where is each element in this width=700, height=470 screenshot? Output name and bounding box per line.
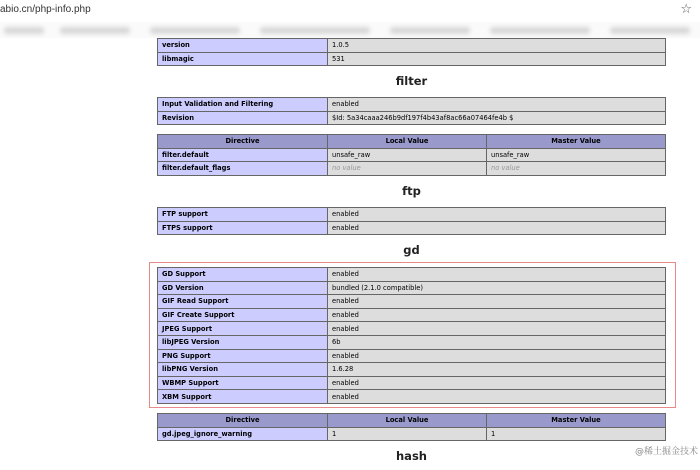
local-value-header: Local Value	[328, 414, 487, 428]
table-row	[158, 390, 666, 404]
gd-info-table	[157, 267, 666, 404]
filter-directives-table	[157, 134, 666, 176]
row-value: 1.0.5	[328, 39, 666, 53]
table-row	[158, 111, 666, 125]
row-value: 6b	[328, 335, 666, 349]
blurred-region	[4, 27, 44, 34]
table-row	[158, 427, 666, 441]
section-title-ftp: ftp	[402, 184, 421, 198]
row-name: WBMP Support	[158, 376, 328, 390]
row-value: bundled (2.1.0 compatible)	[328, 281, 666, 295]
blurred-region	[610, 27, 690, 34]
row-value: 531	[328, 52, 666, 66]
row-name: Revision	[158, 111, 328, 125]
table-row	[158, 335, 666, 349]
table-row	[158, 39, 666, 53]
row-value: enabled	[328, 221, 666, 235]
watermark: @稀土掘金技术	[634, 447, 698, 457]
row-name: PNG Support	[158, 349, 328, 363]
master-value: unsafe_raw	[487, 148, 666, 162]
local-value: no value	[328, 162, 487, 176]
row-value: enabled	[328, 349, 666, 363]
section-title-hash: hash	[396, 449, 427, 463]
master-value-header: Master Value	[487, 414, 666, 428]
row-value: enabled	[328, 268, 666, 282]
table-row	[158, 349, 666, 363]
row-name: libmagic	[158, 52, 328, 66]
table-row	[158, 162, 666, 176]
table-row	[158, 208, 666, 222]
row-name: GIF Create Support	[158, 308, 328, 322]
table-header-row	[158, 414, 666, 428]
row-name: GD Version	[158, 281, 328, 295]
local-value: unsafe_raw	[328, 148, 487, 162]
ftp-info-table	[157, 207, 666, 235]
master-value-header: Master Value	[487, 135, 666, 149]
directive-header: Directive	[158, 414, 328, 428]
row-name: FTPS support	[158, 221, 328, 235]
master-value: no value	[487, 162, 666, 176]
table-row	[158, 308, 666, 322]
table-row	[158, 322, 666, 336]
table-row	[158, 268, 666, 282]
row-value: enabled	[328, 295, 666, 309]
row-name: JPEG Support	[158, 322, 328, 336]
table-row	[158, 221, 666, 235]
blurred-region	[60, 27, 130, 34]
table-row	[158, 363, 666, 377]
section-title-gd: gd	[403, 243, 420, 257]
table-row	[158, 98, 666, 112]
row-name: libJPEG Version	[158, 335, 328, 349]
row-name: GD Support	[158, 268, 328, 282]
row-name: GIF Read Support	[158, 295, 328, 309]
row-value: enabled	[328, 208, 666, 222]
blurred-region	[150, 27, 240, 34]
blurred-bookmarks-bar	[0, 22, 700, 38]
row-value: enabled	[328, 98, 666, 112]
table-row	[158, 148, 666, 162]
directive-header: Directive	[158, 135, 328, 149]
local-value-header: Local Value	[328, 135, 487, 149]
row-value: enabled	[328, 376, 666, 390]
table-row	[158, 295, 666, 309]
row-name: XBM Support	[158, 390, 328, 404]
blurred-region	[260, 27, 370, 34]
directive-name: filter.default	[158, 148, 328, 162]
directive-name: gd.jpeg_ignore_warning	[158, 427, 328, 441]
row-name: Input Validation and Filtering	[158, 98, 328, 112]
row-name: FTP support	[158, 208, 328, 222]
section-title-filter: filter	[395, 74, 428, 88]
star-icon[interactable]: ☆	[680, 2, 692, 17]
table-row	[158, 376, 666, 390]
table-header-row	[158, 135, 666, 149]
local-value: 1	[328, 427, 487, 441]
table-row	[158, 281, 666, 295]
row-name: libPNG Version	[158, 363, 328, 377]
row-value: enabled	[328, 390, 666, 404]
address-bar[interactable]	[0, 0, 700, 23]
directive-name: filter.default_flags	[158, 162, 328, 176]
blurred-region	[490, 27, 590, 34]
blurred-region	[390, 27, 470, 34]
row-value: enabled	[328, 308, 666, 322]
row-value: enabled	[328, 322, 666, 336]
url-text[interactable]: abio.cn/php-info.php	[0, 4, 91, 15]
table-row	[158, 52, 666, 66]
master-value: 1	[487, 427, 666, 441]
filter-info-table	[157, 97, 666, 125]
gd-directives-table	[157, 413, 666, 441]
row-value: 1.6.28	[328, 363, 666, 377]
row-name: version	[158, 39, 328, 53]
row-value: $Id: 5a34caaa246b9df197f4b43af8ac66a07464fe4b $	[328, 111, 666, 125]
fileinfo-table	[157, 38, 666, 66]
